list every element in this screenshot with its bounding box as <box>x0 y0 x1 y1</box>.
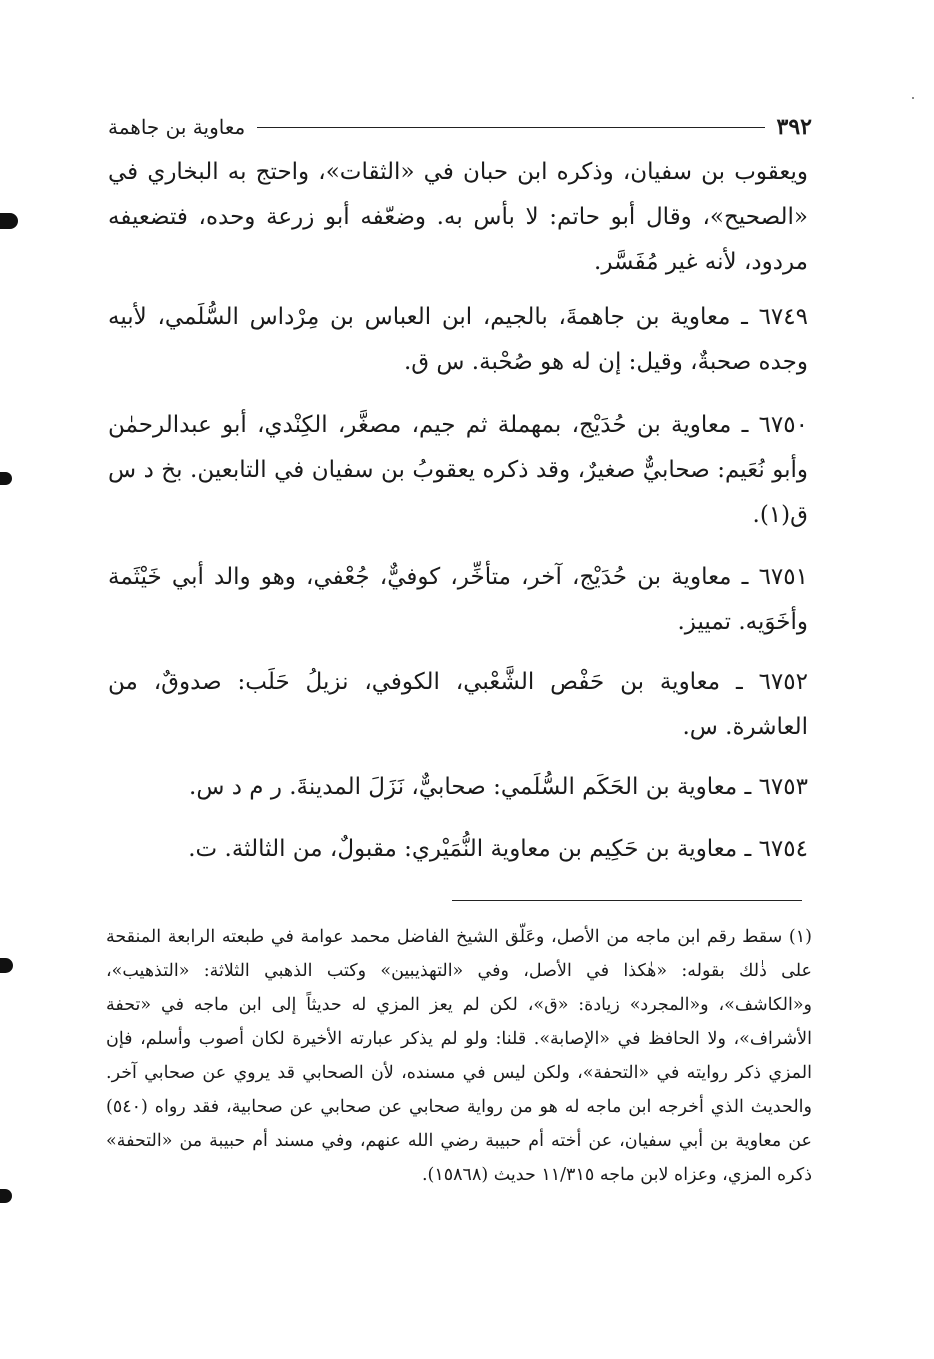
entry-6751: ٦٧٥١ ـ معاوية بن حُدَيْج، آخر، متأخِّر، كوفيٌّ، جُعْفي، وهو والد أبي خَيْثَمة وأخَوَيه. تمييز. <box>108 564 808 635</box>
entry-6752: ٦٧٥٢ ـ معاوية بن حَفْص الشَّعْبي، الكوفي، نزيلُ حَلَب: صدوقٌ، من العاشرة. س. <box>108 669 808 740</box>
entry-6753: ٦٧٥٣ ـ معاوية بن الحَكَم السُّلَمي: صحابيٌّ، نَزَلَ المدينةَ. ر م د س. <box>189 774 808 800</box>
binding-hole-mark <box>0 1189 12 1203</box>
scan-speck <box>912 97 914 99</box>
entry-6754: ٦٧٥٤ ـ معاوية بن حَكِيم بن معاوية النُّمَيْري: مقبولٌ، من الثالثة. ت. <box>188 836 808 862</box>
header-rule <box>257 127 764 128</box>
entry-6750: ٦٧٥٠ ـ معاوية بن حُدَيْج، بمهملة ثم جيم، مصغَّر، الكِنْدي، أبو عبدالرحمٰن وأبو نُعَيم: صحابيٌّ صغيرٌ، وقد ذكره يعقوبُ بن سفيان في التابعين. بخ د س ق(١). <box>108 412 808 528</box>
binding-hole-mark <box>0 472 12 485</box>
entry-6749: ٦٧٤٩ ـ معاوية بن جاهمةَ، بالجيم، ابن العباس بن مِرْداس السُّلَمي، لأبيه وجده صحبةٌ، وقيل: إن له هو صُحْبة. س ق. <box>108 304 808 375</box>
running-title: معاوية بن جاهمة <box>108 115 246 139</box>
binding-hole-mark <box>0 958 13 973</box>
page-number: ٣٩٢ <box>776 114 812 140</box>
binding-hole-mark <box>0 213 18 229</box>
footnote-separator <box>452 900 802 901</box>
page-header <box>108 110 812 144</box>
continued-paragraph: ويعقوب بن سفيان، وذكره ابن حبان في «الثقات»، واحتج به البخاري في «الصحيح»، وقال أبو حاتم: لا بأس به. وضعّفه أبو زرعة وحده، فتضعيفه مردود، لأنه غير مُفَسَّر. <box>108 159 808 275</box>
footnote-1: (١) سقط رقم ابن ماجه من الأصل، وعَلّق الشيخ الفاضل محمد عوامة في طبعته الرابعة المنقحة على ذٰلك بقوله: «هٰكذا في الأصل، وفي «التهذيبين» وكتب الذهبي الثلاثة: «التذهيب»، و«الكاشف»، و«المجرد» زيادة: «ق»، لكن لم يعز المزي له حديثاً إلى ابن ماجه في «تحفة الأشراف»، ولا الحافظ في «الإصابة». قلنا: ولو لم يذكر عبارته الأخيرة لكان أصوب وأسلم، فإن المزي ذكر روايته في «التحفة»، ولكن ليس في مسنده، لأن الصحابي قد يروي عن صحابي آخر. والحديث الذي أخرجه ابن ماجه له هو من رواية صحابي عن صحابي عن صحابية، فقد رواه (٥٤٠) عن معاوية بن أبي سفيان، عن أخته أم حبيبة رضي الله عنهم، وفي مسند أم حبيبة من «التحفة» ذكره المزي، وعزاه لابن ماجه ١١/٣١٥ حديث (١٥٨٦٨). <box>106 927 812 1185</box>
